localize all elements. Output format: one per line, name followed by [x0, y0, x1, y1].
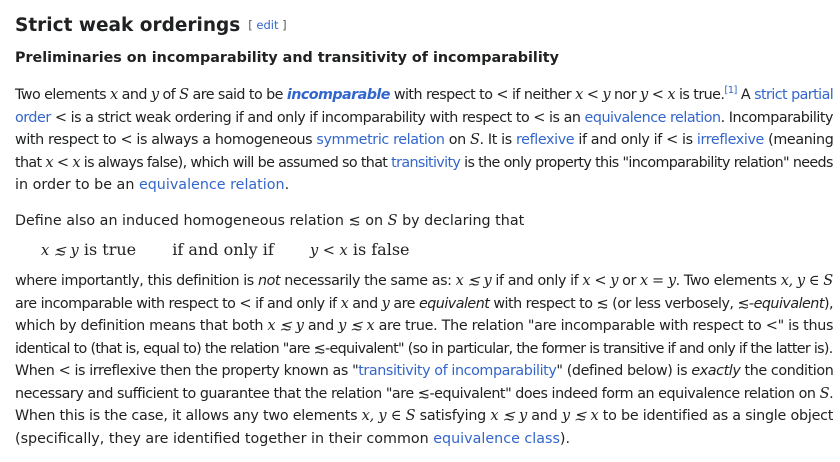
math-inline: x < x [45, 154, 80, 171]
text-line [15, 152, 833, 175]
math-symbol: < [666, 132, 678, 148]
wiki-link[interactable]: transitivity [391, 154, 461, 171]
text-run: if and only if [251, 295, 341, 312]
text-run: is the only property this "incomparability relation" needs [460, 154, 833, 171]
text-run: are said to be [188, 87, 287, 103]
text-line [15, 210, 524, 233]
text-run: is true. [675, 87, 725, 103]
text-run: -equivalent" (so in particular, the former is transitive if and only if the latter is). [325, 340, 833, 357]
text-run: where importantly, this definition is [15, 273, 258, 289]
math-symbol: < [120, 132, 133, 148]
math-inline: y [381, 295, 390, 312]
text-run: of [158, 87, 180, 103]
text-line [15, 315, 833, 338]
text-run: necessary and sufficient to guarantee that the relation "are [15, 385, 418, 402]
text-run: if and only if [491, 273, 583, 289]
text-line [15, 174, 833, 197]
text-run: " (defined below) is [556, 363, 692, 379]
text-run: with respect to [15, 132, 121, 148]
text-run: (or less verbosely, [608, 295, 738, 312]
text-run: which by definition means that both [15, 318, 268, 334]
text-line [15, 129, 833, 152]
text-line [15, 84, 833, 107]
display-lhs: x ≲ y [41, 243, 79, 259]
display-iff: if and only if [172, 240, 274, 259]
text-run: and [526, 408, 562, 424]
text-run: are [389, 295, 419, 312]
text-line [15, 360, 833, 383]
math-inline: x ≲ y [267, 318, 304, 334]
math-display [41, 240, 410, 259]
text-run: " is thus [777, 318, 834, 334]
text-run: nor [610, 87, 641, 103]
text-run: and [303, 318, 339, 334]
math-inline: x < y [582, 273, 619, 289]
math-inline: y ≲ x [338, 318, 375, 334]
citation [724, 85, 737, 96]
text-run: is always false), which will be assumed so that [79, 154, 392, 171]
edit-link[interactable]: edit [256, 18, 279, 32]
math-symbol: < [765, 318, 778, 334]
text-line [15, 383, 833, 406]
math-symbol: < [239, 295, 252, 312]
text-line [15, 107, 833, 130]
text-run: is irreflexive then the property known as " [70, 363, 359, 379]
text-run: if neither [508, 87, 576, 103]
math-symbol: < [54, 109, 67, 126]
math-inline: S [469, 132, 480, 148]
wiki-link[interactable]: order [15, 109, 51, 126]
emphasis: exactly [691, 363, 741, 379]
citation-link[interactable]: [1] [724, 85, 737, 96]
display-lhs-text: is true [83, 240, 137, 259]
display-rhs: y < x [310, 243, 348, 259]
section-title: Strict weak orderings [15, 15, 241, 36]
math-symbol: < [496, 87, 508, 103]
math-inline: S [179, 87, 189, 103]
section-heading [15, 15, 287, 36]
text-line [15, 405, 833, 428]
text-line [15, 428, 833, 451]
text-line [15, 338, 833, 361]
math-symbol: ≲ [417, 385, 430, 402]
text-run: (specifically, they are identified together in their common [15, 430, 434, 447]
wiki-link[interactable]: transitivity of incomparability [358, 363, 557, 379]
math-inline: x, y ∈ S [780, 273, 833, 289]
text-run: ), [823, 295, 834, 312]
text-run: is always a homogeneous [132, 132, 317, 148]
text-run: . Two elements [675, 273, 781, 289]
text-run: on [444, 132, 470, 148]
wiki-link[interactable]: strict partial [754, 87, 834, 103]
wiki-link[interactable]: equivalence relation [138, 177, 285, 193]
text-line [15, 270, 833, 293]
text-run: is a strict weak ordering if and only if incomparability with respect to [66, 109, 534, 126]
text-run: . [829, 385, 834, 402]
math-symbol: < [533, 109, 545, 126]
wiki-link[interactable]: symmetric relation [316, 132, 445, 148]
math-symbol: ≲ [313, 340, 326, 357]
text-run: Define also an induced homogeneous relation [15, 213, 349, 229]
emphasis: not [257, 273, 281, 289]
math-inline: y [150, 87, 159, 103]
wiki-link-term[interactable]: incomparable [286, 87, 390, 103]
text-run: to be identified as a single object [598, 408, 834, 424]
math-symbol: ≲ [596, 295, 609, 312]
text-run: . Incomparability [720, 109, 833, 126]
text-run: ). [559, 430, 571, 447]
math-inline: x ≲ y [490, 408, 527, 424]
paragraph-incomparability [15, 84, 833, 197]
text-run: by declaring that [397, 213, 525, 229]
text-run: (meaning [763, 132, 834, 148]
text-run: -equivalent" does indeed form an equivalence relation on [429, 385, 820, 402]
text-run: Two elements [15, 87, 111, 103]
paragraph-equivalence [15, 270, 833, 450]
paragraph-define-relation [15, 210, 524, 233]
text-run: A [736, 87, 755, 103]
text-run: When this is the case, it allows any two elements [15, 408, 362, 424]
text-run: in order to be an [15, 177, 139, 193]
text-run: identical to (that is, equal to) the relation "are [15, 340, 314, 357]
wiki-link[interactable]: equivalence class [433, 430, 560, 447]
text-run: if and only if [574, 132, 667, 148]
math-inline: x [340, 295, 349, 312]
math-inline: x = y [640, 273, 676, 289]
math-inline: x ≲ y [455, 273, 492, 289]
wiki-link[interactable]: irreflexive [696, 132, 764, 148]
text-run: or [618, 273, 641, 289]
wiki-link[interactable]: equivalence relation [584, 109, 721, 126]
text-run: that [15, 154, 46, 171]
text-run: . [284, 177, 290, 193]
text-run: are true. The relation "are incomparable with respect to [374, 318, 766, 334]
text-run: the condition [740, 363, 834, 379]
math-inline: x, y ∈ S [361, 408, 416, 424]
math-inline: y ≲ x [561, 408, 599, 424]
subsection-heading: Preliminaries on incomparability and transitivity of incomparability [15, 50, 559, 66]
text-run: is [677, 132, 697, 148]
text-run: and [117, 87, 151, 103]
math-inline: S [387, 213, 398, 229]
emphasis: equivalent [418, 295, 490, 312]
text-run: is an [544, 109, 585, 126]
math-inline: x [110, 87, 118, 103]
text-run: necessarily the same as: [280, 273, 456, 289]
text-run: . It is [479, 132, 516, 148]
math-symbol: ≲ [348, 213, 361, 229]
edit-section: [ edit ] [248, 18, 287, 32]
text-run: are incomparable with respect to [15, 295, 240, 312]
emphasis: ≲-equivalent [737, 295, 824, 312]
text-run: satisfying [415, 408, 491, 424]
wiki-link[interactable]: reflexive [515, 132, 575, 148]
display-rhs-text: is false [352, 240, 410, 259]
text-run: with respect to [389, 87, 497, 103]
text-run: and [348, 295, 382, 312]
math-symbol: < [58, 363, 71, 379]
math-inline: y < x [640, 87, 675, 103]
math-inline: x < y [575, 87, 611, 103]
text-run: When [15, 363, 59, 379]
math-inline: S [819, 385, 830, 402]
text-run: on [360, 213, 388, 229]
text-line [15, 293, 833, 316]
text-run: with respect to [489, 295, 597, 312]
